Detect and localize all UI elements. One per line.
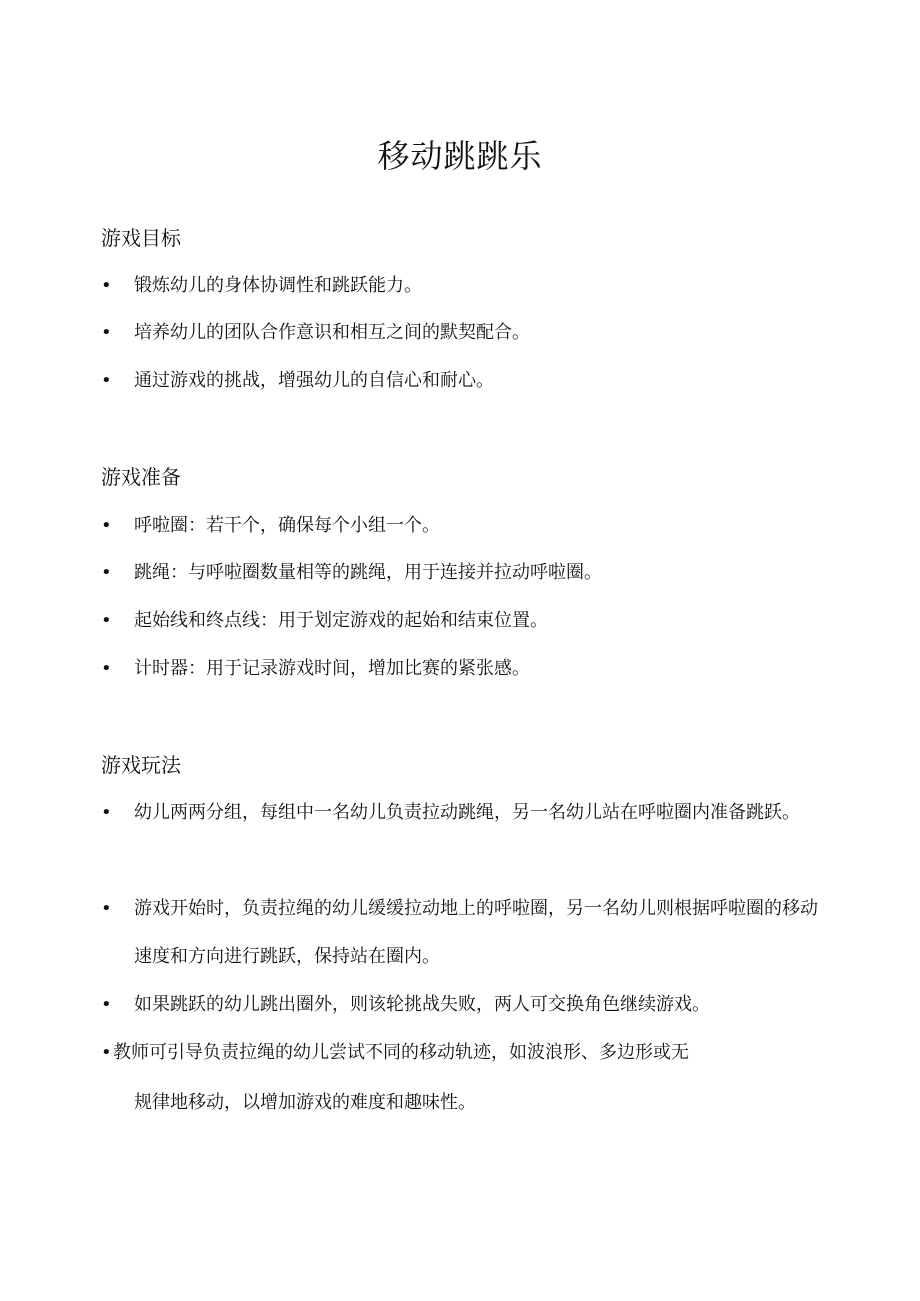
list-item-text: 幼儿两两分组，每组中一名幼儿负责拉动跳绳，另一名幼儿站在呼啦圈内准备跳跃。 [134, 802, 800, 823]
list-item-text: 呼啦圈：若干个，确保每个小组一个。 [134, 515, 440, 536]
list-item [101, 645, 821, 693]
list-item [101, 597, 821, 645]
list-item-text: 计时器：用于记录游戏时间，增加比赛的紧张感。 [134, 658, 530, 679]
list-item-text: 培养幼儿的团队合作意识和相互之间的默契配合。 [134, 322, 530, 343]
section-heading-gameplay: 游戏玩法 [101, 753, 181, 777]
list-item [101, 1029, 821, 1127]
list-item [101, 549, 821, 597]
list-item-text: 通过游戏的挑战，增强幼儿的自信心和耐心。 [134, 370, 494, 391]
list-item [101, 885, 821, 981]
bullet: • [101, 994, 112, 1015]
list-item-text: 锻炼幼儿的身体协调性和跳跃能力。 [134, 275, 422, 296]
list-item-text: 如果跳跃的幼儿跳出圈外，则该轮挑战失败，两人可交换角色继续游戏。 [134, 994, 710, 1015]
list-item [101, 789, 821, 837]
list-item-text: 跳绳：与呼啦圈数量相等的跳绳，用于连接并拉动呼啦圈。 [134, 562, 602, 583]
section-heading-goals: 游戏目标 [101, 226, 181, 250]
list-item-text: 起始线和终点线：用于划定游戏的起始和结束位置。 [134, 610, 548, 631]
bullet: • [101, 658, 112, 679]
bullet: • [101, 1042, 112, 1063]
list-item [101, 502, 821, 550]
list-item [101, 981, 821, 1029]
list-item [101, 262, 821, 310]
list-item-continuation: 规律地移动，以增加游戏的难度和趣味性。 [134, 1092, 476, 1113]
bullet: • [101, 370, 112, 391]
page-title: 移动跳跳乐 [377, 137, 543, 175]
list-item [101, 309, 821, 357]
bullet: • [101, 802, 112, 823]
bullet: • [101, 275, 112, 296]
list-item [101, 357, 821, 405]
bullet: • [101, 322, 112, 343]
bullet: • [101, 515, 112, 536]
bullet: • [101, 898, 112, 919]
list-item-text: 游戏开始时，负责拉绳的幼儿缓缓拉动地上的呼啦圈，另一名幼儿则根据呼啦圈的移动速度和方向进行跳跃，保持站在圈内。 [134, 898, 818, 967]
bullet: • [101, 562, 112, 583]
section-heading-preparation: 游戏准备 [101, 465, 181, 489]
list-item-text: 教师可引导负责拉绳的幼儿尝试不同的移动轨迹，如波浪形、多边形或无 [113, 1042, 689, 1063]
bullet: • [101, 610, 112, 631]
